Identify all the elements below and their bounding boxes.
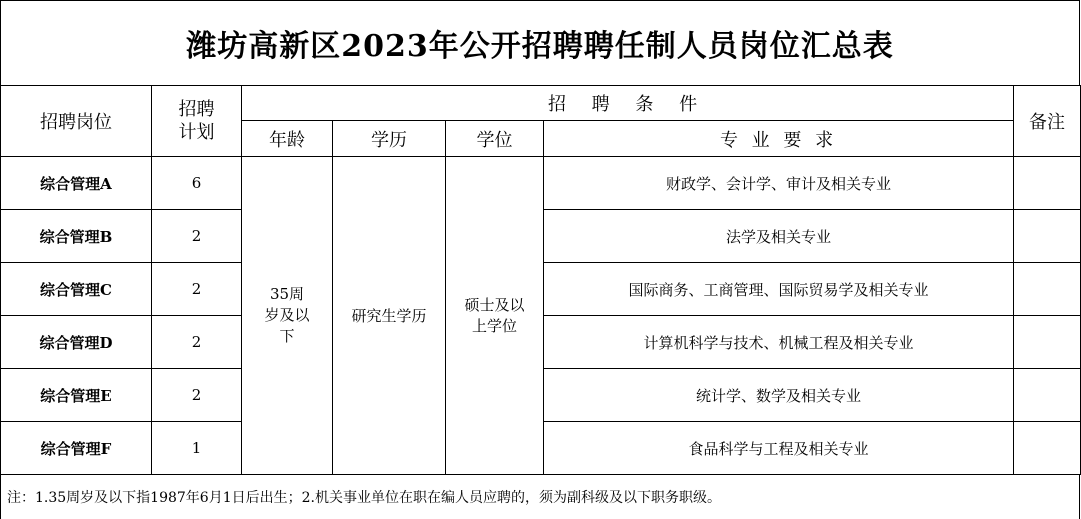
position-cell: 综合管理A — [1, 157, 152, 210]
major-cell: 食品科学与工程及相关专业 — [544, 422, 1014, 475]
jobs-table — [0, 85, 1081, 475]
position-cell: 综合管理B — [1, 210, 152, 263]
plan-cell: 2 — [152, 210, 242, 263]
major-cell: 财政学、会计学、审计及相关专业 — [544, 157, 1014, 210]
remarks-cell — [1014, 157, 1081, 210]
degree-text: 硕士及以上学位 — [464, 295, 525, 335]
plan-cell: 2 — [152, 369, 242, 422]
remarks-cell — [1014, 210, 1081, 263]
table-row — [1, 157, 1081, 210]
education-cell: 研究生学历 — [333, 157, 446, 475]
plan-cell: 1 — [152, 422, 242, 475]
age-text: 35周岁及以下 — [264, 285, 310, 345]
degree-cell — [446, 157, 544, 475]
remarks-cell — [1014, 422, 1081, 475]
header-position: 招聘岗位 — [1, 86, 152, 157]
remarks-cell — [1014, 263, 1081, 316]
plan-cell: 2 — [152, 263, 242, 316]
major-cell: 国际商务、工商管理、国际贸易学及相关专业 — [544, 263, 1014, 316]
position-cell: 综合管理F — [1, 422, 152, 475]
footnote: 注：1.35周岁及以下指1987年6月1日后出生；2.机关事业单位在职在编人员应聘的，须为副科级及以下职务职级。 — [0, 474, 1080, 519]
header-conditions: 招 聘 条 件 — [242, 86, 1014, 121]
header-remarks: 备注 — [1014, 86, 1081, 157]
header-age: 年龄 — [242, 121, 333, 157]
plan-cell: 6 — [152, 157, 242, 210]
major-cell: 统计学、数学及相关专业 — [544, 369, 1014, 422]
header-degree: 学位 — [446, 121, 544, 157]
major-cell: 法学及相关专业 — [544, 210, 1014, 263]
header-major: 专 业 要 求 — [544, 121, 1014, 157]
major-cell: 计算机科学与技术、机械工程及相关专业 — [544, 316, 1014, 369]
position-cell: 综合管理D — [1, 316, 152, 369]
header-plan — [152, 86, 242, 157]
plan-cell: 2 — [152, 316, 242, 369]
age-cell — [242, 157, 333, 475]
page-title: 潍坊高新区2023年公开招聘聘任制人员岗位汇总表 — [0, 0, 1080, 85]
position-cell: 综合管理E — [1, 369, 152, 422]
header-plan-text: 招聘计划 — [178, 98, 215, 143]
position-cell: 综合管理C — [1, 263, 152, 316]
remarks-cell — [1014, 369, 1081, 422]
remarks-cell — [1014, 316, 1081, 369]
header-education: 学历 — [333, 121, 446, 157]
